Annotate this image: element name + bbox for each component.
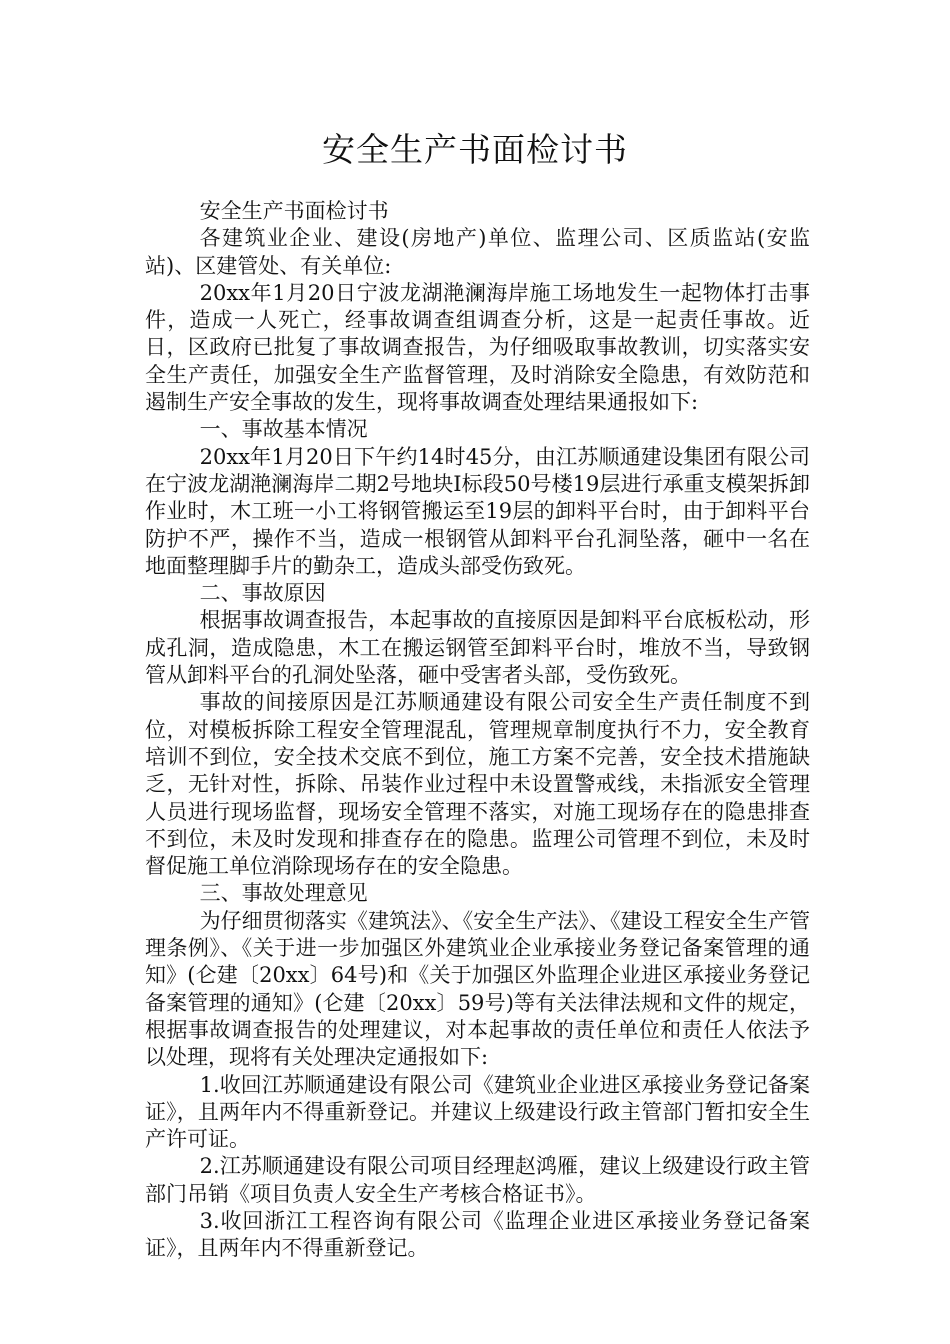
section-heading-basic-situation: 一、事故基本情况 xyxy=(199,417,368,442)
document-title: 安全生产书面检讨书 xyxy=(322,130,628,169)
document-body xyxy=(145,198,810,1263)
direct-cause-paragraph: 根据事故调查报告，本起事故的直接原因是卸料平台底板松动，形成孔洞，造成隐患，木工在搬运钢管至卸料平台时，堆放不当，导致钢管从卸料平台的孔洞处坠落，砸中受害者头部，受伤致死。 xyxy=(145,608,810,688)
intro-paragraph: 20xx年1月20日宁波龙湖滟澜海岸施工场地发生一起物体打击事件，造成一人死亡，经事故调查组调查分析，这是一起责任事故。近日，区政府已批复了事故调查报告，为仔细吸取事故教训，切实落实安全生产责任，加强安全生产监督管理，及时消除安全隐患，有效防范和遏制生产安全事故的发生，现将事故调查处理结果通报如下: xyxy=(145,280,810,415)
section-heading-handling: 三、事故处理意见 xyxy=(199,881,368,906)
decision-item-2: 2.江苏顺通建设有限公司项目经理赵鸿雁，建议上级建设行政主管部门吊销《项目负责人安全生产考核合格证书》。 xyxy=(145,1154,810,1206)
subtitle-paragraph: 安全生产书面检讨书 xyxy=(199,199,389,223)
basic-situation-paragraph: 20xx年1月20日下午约14时45分，由江苏顺通建设集团有限公司在宁波龙湖滟澜海岸二期2号地块I标段50号楼19层进行承重支模架拆卸作业时，木工班一小工将钢管搬运至19层的卸料平台时，由于卸料平台防护不严，操作不当，造成一根钢管从卸料平台孔洞坠落，砸中一名在地面整理脚手片的勤杂工，造成头部受伤致死。 xyxy=(145,444,810,578)
handling-intro-paragraph: 为仔细贯彻落实《建筑法》、《安全生产法》、《建设工程安全生产管理条例》、《关于进一步加强区外建筑业企业承接业务登记备案管理的通知》(仑建〔20xx〕64号)和《关于加强区外监理企业进区承接业务登记备案管理的通知》(仑建〔20xx〕59号)等有关法律法规和文件的规定，根据事故调查报告的处理建议，对本起事故的责任单位和责任人依法予以处理，现将有关处理决定通报如下: xyxy=(145,908,810,1070)
addressee-paragraph: 各建筑业企业、建设(房地产)单位、监理公司、区质监站(安监站)、区建管处、有关单位: xyxy=(145,226,810,278)
section-heading-cause: 二、事故原因 xyxy=(199,581,326,606)
decision-item-1: 1.收回江苏顺通建设有限公司《建筑业企业进区承接业务登记备案证》，且两年内不得重新登记。并建议上级建设行政主管部门暂扣安全生产许可证。 xyxy=(145,1072,810,1152)
indirect-cause-paragraph: 事故的间接原因是江苏顺通建设有限公司安全生产责任制度不到位，对模板拆除工程安全管理混乱，管理规章制度执行不力，安全教育培训不到位，安全技术交底不到位，施工方案不完善，安全技术措施缺乏，无针对性，拆除、吊装作业过程中未设置警戒线，未指派安全管理人员进行现场监督，现场安全管理不落实，对施工现场存在的隐患排查不到位，未及时发现和排查存在的隐患。监理公司管理不到位，未及时督促施工单位消除现场存在的安全隐患。 xyxy=(145,690,810,879)
decision-item-3: 3.收回浙江工程咨询有限公司《监理企业进区承接业务登记备案证》，且两年内不得重新登记。 xyxy=(145,1208,810,1261)
